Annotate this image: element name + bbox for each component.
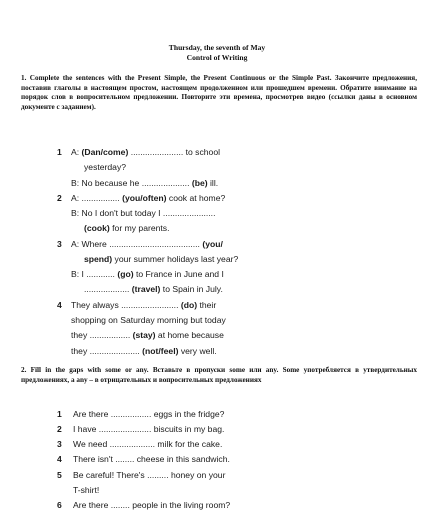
task1-item3-line1: A: Where ...................................... (you/ — [71, 239, 223, 249]
task1-item-number: 1 — [57, 147, 62, 157]
task2-item-number: 1 — [57, 409, 62, 419]
task2-item-number: 6 — [57, 500, 62, 510]
task2-item-number: 4 — [57, 454, 62, 464]
task2-heading-en: 2. Fill in the gaps with some or any. — [21, 366, 149, 374]
task2-heading-ru: Вставьте в пропуски some или any. Some употребляется в утвердительных предложениях, a any – в отрицательных и вопросительных предложениях — [21, 366, 417, 384]
task2-item-number: 5 — [57, 470, 62, 480]
task1-item1-line1: A: (Dan/come) ...................... to school — [71, 147, 221, 157]
task1-item4-line4: they ..................... (not/feel) very well. — [71, 346, 217, 356]
task1-item1-line2: yesterday? — [84, 162, 127, 172]
task1-item-number: 2 — [57, 193, 62, 203]
task1-item-number: 4 — [57, 300, 62, 310]
task2-item1: Are there ................. eggs in the fridge? — [73, 409, 225, 419]
task1-item4-line2: shopping on Saturday morning but today — [71, 315, 226, 325]
task2-item5-cont: T-shirt! — [73, 485, 100, 495]
task1-item-number: 3 — [57, 239, 62, 249]
task1-heading-en: 1. Complete the sentences with the Present Simple, the Present Continuous or the Simple Past. — [21, 74, 332, 82]
task1-item2-line3: (cook) for my parents. — [84, 223, 170, 233]
task2-item-number: 2 — [57, 424, 62, 434]
task1-item3-line2: spend) your summer holidays last year? — [84, 254, 239, 264]
header-subject: Control of Writing — [186, 53, 248, 62]
task1-item2-line2: B: No I don't but today I ...................... — [71, 208, 216, 218]
task1-item3-line3: B: I ............ (go) to France in June and I — [71, 269, 224, 279]
task1-heading-ru: Закончите предложения, поставив глаголы в настоящем простом, настоящем продолженном или прошедшем времени. Обратите внимание на порядок слов в вопросительном предложении. Повторите эти времена, просмотрев видео (ссылки даны в основном документе с заданием). — [21, 74, 417, 111]
task2-item-number: 3 — [57, 439, 62, 449]
task2-item5: Be careful! There's ......... honey on your — [73, 470, 226, 480]
header-date: Thursday, the seventh of May — [168, 43, 266, 52]
task1-item2-line1: A: ................ (you/often) cook at home? — [71, 193, 226, 203]
task1-item4-line3: they ................. (stay) at home because — [71, 330, 224, 340]
task1-item4-line1: They always ........................ (do) their — [71, 300, 217, 310]
task2-item6: Are there ........ people in the living room? — [73, 500, 231, 510]
task2-heading — [21, 366, 417, 385]
task2-item3: We need ................... milk for the cake. — [73, 439, 223, 449]
task2-item4: There isn't ........ cheese in this sandwich. — [73, 454, 230, 464]
task1-item3-line4: ................... (travel) to Spain in July. — [84, 284, 223, 294]
task1-heading — [21, 74, 417, 112]
task1-item1-line3: B: No because he .................... (be) ill. — [71, 178, 219, 188]
task2-item2: I have ...................... biscuits in my bag. — [73, 424, 225, 434]
